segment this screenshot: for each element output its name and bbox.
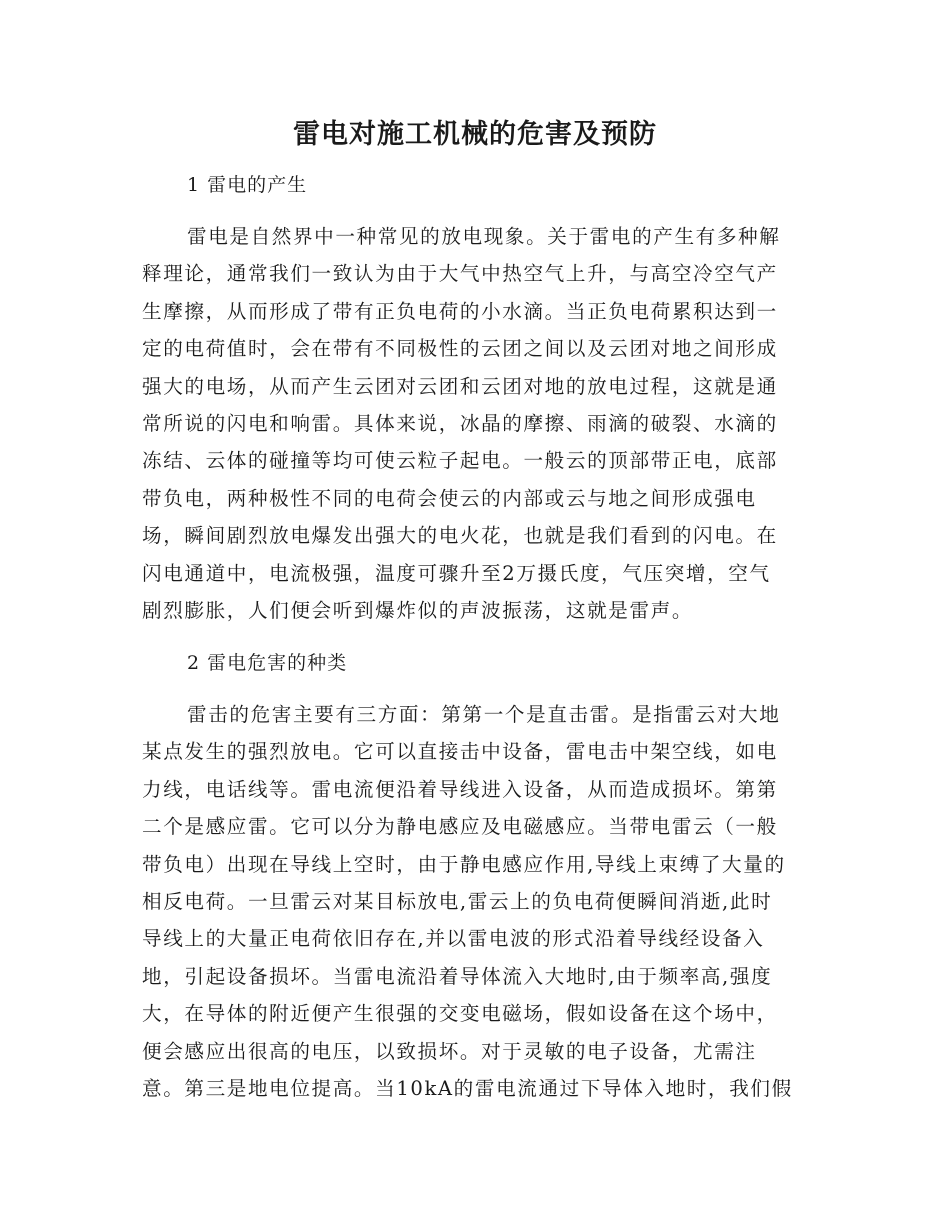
paragraph-line: 力线，电话线等。雷电流便沿着导线进入设备，从而造成损坏。第第: [142, 777, 778, 801]
paragraph-line: 大，在导体的附近便产生很强的交变电磁场，假如设备在这个场中，: [142, 1002, 778, 1026]
paragraph-line: 便会感应出很高的电压，以致损坏。对于灵敏的电子设备，尤需注: [142, 1039, 757, 1063]
paragraph-line: 带负电）出现在导线上空时，由于静电感应作用,导线上束缚了大量的: [142, 852, 786, 876]
paragraph-line: 闪电通道中，电流极强，温度可骤升至2万摄氏度，气压突增，空气: [142, 561, 771, 585]
paragraph-line: 二个是感应雷。它可以分为静电感应及电磁感应。当带电雷云（一般: [142, 815, 778, 839]
section-heading-1: 1 雷电的产生: [187, 174, 308, 196]
paragraph-line: 常所说的闪电和响雷。具体来说，冰晶的摩擦、雨滴的破裂、水滴的: [142, 412, 778, 436]
section-2-paragraph: [142, 696, 810, 1107]
paragraph-line: 意。第三是地电位提高。当10kA的雷电流通过下导体入地时，我们假: [142, 1077, 793, 1101]
section-1-paragraph: [142, 218, 810, 629]
paragraph-line: 释理论，通常我们一致认为由于大气中热空气上升，与高空冷空气产: [142, 262, 778, 286]
paragraph-line: 雷击的危害主要有三方面：第第一个是直击雷。是指雷云对大地: [187, 703, 781, 726]
paragraph-line: 某点发生的强烈放电。它可以直接击中设备，雷电击中架空线，如电: [142, 740, 778, 764]
paragraph-line: 带负电，两种极性不同的电荷会使云的内部或云与地之间形成强电: [142, 486, 757, 510]
section-heading-2: 2 雷电危害的种类: [187, 652, 348, 674]
paragraph-line: 雷电是自然界中一种常见的放电现象。关于雷电的产生有多种解: [187, 225, 781, 248]
paragraph-line: 冻结、云体的碰撞等均可使云粒子起电。一般云的顶部带正电，底部: [142, 449, 778, 473]
document-title: 雷电对施工机械的危害及预防: [293, 119, 657, 150]
paragraph-line: 强大的电场，从而产生云团对云团和云团对地的放电过程，这就是通: [142, 374, 778, 398]
paragraph-line: 生摩擦，从而形成了带有正负电荷的小水滴。当正负电荷累积达到一: [142, 299, 778, 323]
paragraph-line: 场，瞬间剧烈放电爆发出强大的电火花，也就是我们看到的闪电。在: [142, 524, 778, 548]
paragraph-line: 导线上的大量正电荷依旧存在,并以雷电波的形式沿着导线经设备入: [142, 927, 765, 951]
paragraph-line: 剧烈膨胀，人们便会听到爆炸似的声波振荡，这就是雷声。: [142, 599, 694, 623]
paragraph-line: 相反电荷。一旦雷云对某目标放电,雷云上的负电荷便瞬间消逝,此时: [142, 890, 773, 914]
paragraph-line: 地，引起设备损坏。当雷电流沿着导体流入大地时,由于频率高,强度: [142, 964, 773, 988]
paragraph-line: 定的电荷值时，会在带有不同极性的云团之间以及云团对地之间形成: [142, 337, 778, 361]
